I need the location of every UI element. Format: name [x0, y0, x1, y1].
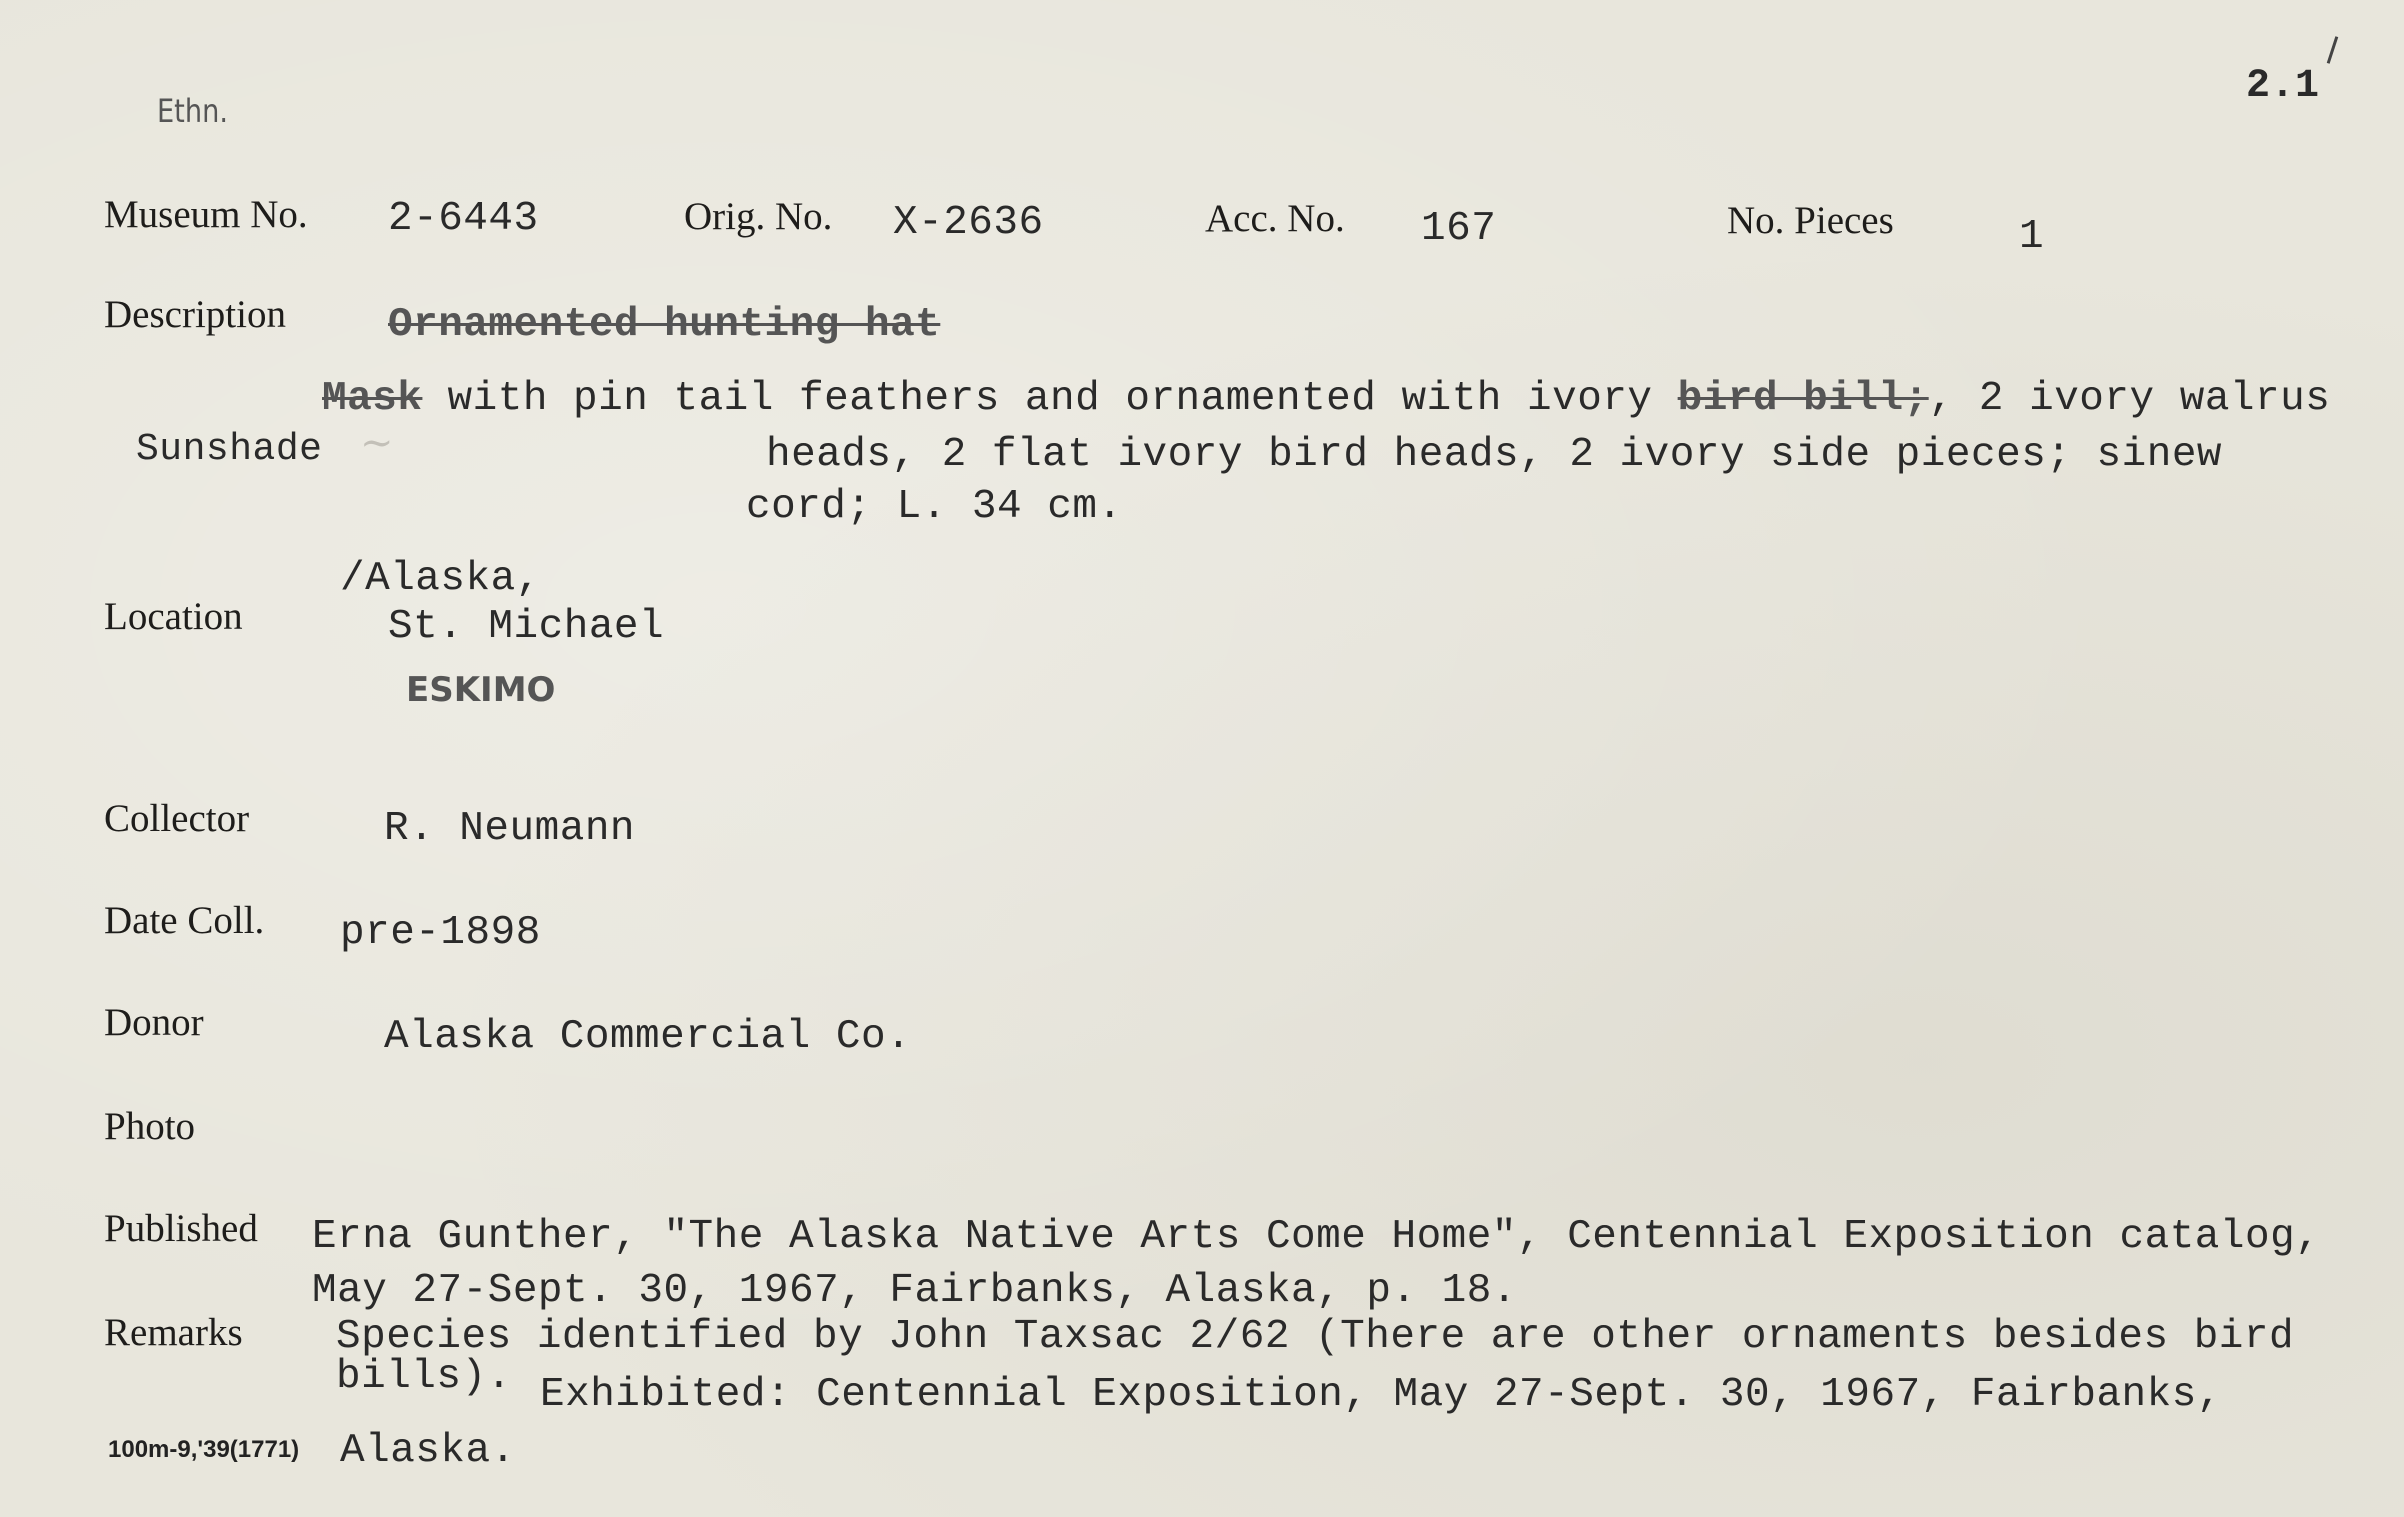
remarks-line-2a: bills). [336, 1354, 512, 1400]
remarks-line-1: Species identified by John Taxsac 2/62 (There are other ornaments besides bird [336, 1314, 2295, 1360]
remarks-label: Remarks [104, 1311, 243, 1354]
faint-pencil-note: ~ [360, 420, 394, 466]
description-line-1-end: , 2 ivory walrus [1928, 376, 2331, 422]
remarks-line-3: Alaska. [340, 1428, 516, 1474]
description-line-1-text: with pin tail feathers and ornamented with ivory [447, 376, 1653, 422]
no-pieces-label: No. Pieces [1727, 199, 1894, 242]
description-label: Description [104, 293, 286, 336]
orig-no-label: Orig. No. [684, 195, 833, 238]
description-line-1 [322, 376, 2330, 422]
object-name: Sunshade [136, 428, 323, 471]
culture-stamp: ESKIMO [406, 670, 556, 710]
museum-no-value: 2-6443 [388, 196, 539, 242]
date-coll-label: Date Coll. [104, 899, 265, 942]
description-line-2: heads, 2 flat ivory bird heads, 2 ivory side pieces; sinew [766, 432, 2223, 478]
orig-no-value: X-2636 [893, 200, 1044, 246]
donor-value: Alaska Commercial Co. [384, 1014, 912, 1060]
print-code: 100m-9,'39(1771) [108, 1436, 300, 1463]
pencil-tick-mark [2327, 36, 2339, 64]
description-line-3: cord; L. 34 cm. [746, 484, 1123, 530]
location-line-1: /Alaska, [340, 556, 541, 602]
published-line-1: Erna Gunther, "The Alaska Native Arts Come Home", Centennial Exposition catalog, [312, 1214, 2321, 1260]
published-label: Published [104, 1207, 258, 1250]
acc-no-label: Acc. No. [1205, 197, 1345, 240]
published-line-2: May 27-Sept. 30, 1967, Fairbanks, Alaska, p. 18. [312, 1268, 1517, 1314]
struck-original-description: Ornamented hunting hat [388, 302, 941, 348]
date-coll-value: pre-1898 [340, 910, 541, 956]
no-pieces-value: 1 [2019, 214, 2045, 260]
card-number: 2.1 [2246, 64, 2320, 109]
donor-label: Donor [104, 1001, 204, 1044]
department-stamp: Ethn. [157, 92, 228, 130]
collector-label: Collector [104, 797, 250, 840]
location-label: Location [104, 595, 243, 638]
location-line-2: St. Michael [388, 604, 665, 650]
struck-word: bird bill; [1677, 376, 1929, 422]
photo-label: Photo [104, 1105, 196, 1148]
museum-no-label: Museum No. [104, 193, 308, 236]
remarks-line-2b: Exhibited: Centennial Exposition, May 27-Sept. 30, 1967, Fairbanks, [540, 1372, 2222, 1418]
acc-no-value: 167 [1421, 206, 1497, 252]
collector-value: R. Neumann [384, 806, 636, 852]
struck-prefix: Mask [322, 376, 423, 422]
